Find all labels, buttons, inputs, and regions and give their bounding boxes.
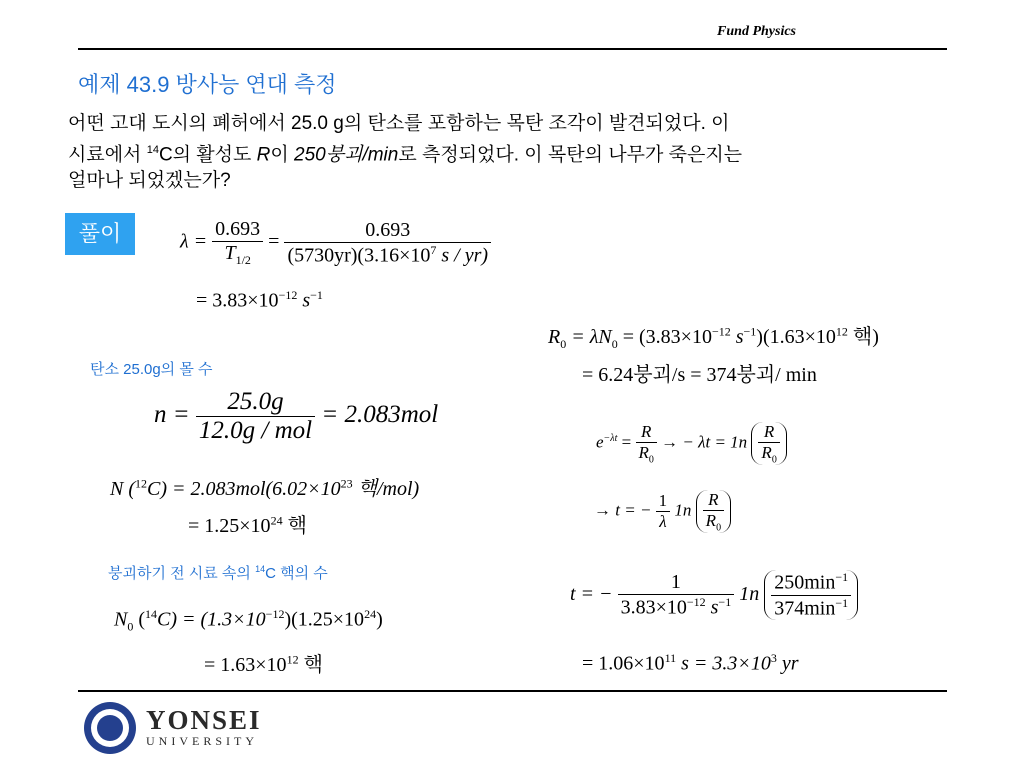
eq-sup: −1 <box>835 570 849 584</box>
numerator: R <box>641 422 652 441</box>
bottom-rule <box>78 690 947 692</box>
numerator: 0.693 <box>215 218 261 240</box>
denominator <box>703 510 724 533</box>
decay-equation <box>596 422 787 465</box>
activity-rate: 250붕괴/min <box>294 144 399 166</box>
eq-sup: −12 <box>278 288 298 302</box>
eq-text: 250min <box>774 571 836 594</box>
eq-text: 374min <box>774 597 836 620</box>
denominator <box>618 594 735 620</box>
eq-text: → t = − <box>594 500 652 520</box>
denominator <box>212 241 263 268</box>
eq-text: N <box>114 608 128 631</box>
fraction <box>656 491 671 532</box>
problem-text: 이 <box>270 144 295 166</box>
eq-sup: −1 <box>310 288 323 302</box>
moles-equation <box>154 388 438 445</box>
eq-sub: 0 <box>127 619 134 634</box>
eq-text: = (3.83×10 <box>617 326 712 348</box>
eq-sub: 0 <box>560 337 567 351</box>
eq-text: 핵 <box>282 515 307 537</box>
eq-sup: −1 <box>835 595 849 610</box>
time-formula <box>594 490 731 533</box>
subtitle-text: 붕괴하기 전 시료 속의 <box>108 565 256 582</box>
eq-text: = 1.63×10 <box>204 654 287 676</box>
eq-text: = 1.25×10 <box>188 515 271 537</box>
eq-text: = 1.06×10 <box>582 652 665 675</box>
problem-line-1: 어떤 고대 도시의 폐허에서 25.0 g의 탄소를 포함하는 목탄 조각이 발견되었다. 이 <box>68 113 730 134</box>
solution-badge: 풀이 <box>65 213 135 255</box>
eq-text: yr <box>776 652 799 675</box>
eq-sub: 0 <box>771 454 777 466</box>
eq-sup: −1 <box>743 324 757 339</box>
eq-text: 핵/mol) <box>352 478 420 500</box>
eq-text: C) = 2.083mol(6.02×10 <box>147 478 341 500</box>
fraction <box>212 218 263 268</box>
numerator <box>771 570 851 595</box>
top-rule <box>78 48 947 50</box>
denominator <box>771 595 851 621</box>
denominator: λ <box>656 511 671 532</box>
fraction <box>636 422 657 465</box>
eq-text: ) <box>376 608 383 631</box>
eq-text: 3.83×10 <box>620 596 687 619</box>
parenthesis <box>764 570 858 620</box>
n0-result <box>204 648 323 677</box>
eq-text: n = <box>154 401 190 429</box>
eq-text: 핵) <box>847 326 879 348</box>
numerator: R <box>708 490 719 509</box>
logo-wordmark <box>146 706 262 748</box>
eq-sub: 1/2 <box>235 253 251 267</box>
eq-text: T <box>224 242 236 264</box>
eq-text: s <box>297 289 311 312</box>
fraction <box>771 570 851 620</box>
problem-text: 로 측정되었다. 이 목탄의 나무가 죽은지는 <box>398 144 743 166</box>
eq-sup: −λt <box>603 432 618 444</box>
r0-equation <box>548 320 879 352</box>
eq-text: = <box>617 432 636 452</box>
numerator: 1 <box>658 491 668 511</box>
fraction <box>618 571 735 620</box>
numerator: 1 <box>670 570 681 593</box>
r0-result: = 6.24붕괴/s = 374붕괴/ min <box>582 364 817 386</box>
course-header: Fund Physics <box>717 24 796 39</box>
subtitle-nuclei <box>108 562 328 583</box>
eq-text: )(1.25×10 <box>284 608 365 631</box>
problem-line-2 <box>68 137 928 168</box>
eq-text: R <box>638 443 649 462</box>
subtitle-moles: 탄소 25.0g의 몰 수 <box>90 361 213 378</box>
eq-text: = 2.083mol <box>321 401 439 429</box>
eq-text: (5730yr)(3.16×10 <box>287 244 431 267</box>
eq-text: )(1.63×10 <box>756 326 836 348</box>
eq-text: R <box>705 511 717 530</box>
eq-sup: 14 <box>145 607 158 621</box>
final-time-result <box>582 651 799 676</box>
isotope-sup: 14 <box>146 144 159 156</box>
fraction <box>284 219 491 268</box>
numerator: R <box>763 422 775 441</box>
eq-sub: 0 <box>716 522 722 534</box>
eq-text: = 3.83×10 <box>196 289 279 312</box>
eq-sup: −12 <box>686 594 706 609</box>
eq-text: s <box>730 326 744 348</box>
fraction <box>758 422 779 465</box>
eq-text: 1n <box>739 582 760 605</box>
eq-sup: 11 <box>664 651 677 665</box>
eq-sup: 24 <box>270 513 283 528</box>
final-time-equation <box>570 570 858 620</box>
eq-sup: 3 <box>770 651 777 665</box>
n12c-result <box>188 509 307 538</box>
problem-statement <box>68 111 928 194</box>
eq-sup: −1 <box>718 594 732 609</box>
eq-text: s <box>705 596 719 619</box>
eq-sub: 0 <box>611 337 618 351</box>
eq-sup: 12 <box>286 652 299 667</box>
logo-line-1: YONSEI <box>146 705 262 735</box>
fraction <box>703 490 724 533</box>
n12c-equation <box>110 472 419 501</box>
eq-sup: 7 <box>430 242 437 257</box>
eq-text: s / yr) <box>436 244 489 267</box>
eq-text: 핵 <box>298 654 323 676</box>
example-title: 예제 43.9 방사능 연대 측정 <box>78 72 337 97</box>
numerator: 0.693 <box>365 218 411 241</box>
activity-symbol: R <box>256 144 271 166</box>
eq-text: = λN <box>566 326 612 348</box>
eq-sup: 12 <box>835 324 848 339</box>
eq-sup: 24 <box>364 607 377 621</box>
parenthesis <box>696 490 731 533</box>
numerator: 25.0g <box>227 388 284 415</box>
denominator <box>284 242 491 268</box>
eq-text: R <box>761 443 772 462</box>
denominator: 12.0g / mol <box>196 416 315 445</box>
problem-line-3: 얼마나 되었겠는가? <box>68 170 231 192</box>
denominator <box>636 442 657 465</box>
logo-line-2: UNIVERSITY <box>146 734 258 748</box>
parenthesis <box>751 422 786 465</box>
eq-sup: 23 <box>340 476 353 491</box>
eq-text: λ = <box>180 230 208 253</box>
eq-sup: −12 <box>711 324 731 339</box>
problem-text: C의 활성도 <box>158 144 257 166</box>
university-seal-icon <box>84 702 136 754</box>
problem-text: 시료에서 <box>68 144 147 166</box>
eq-sup: 12 <box>135 476 147 491</box>
fraction <box>196 388 315 445</box>
eq-sup: −12 <box>265 607 285 621</box>
eq-text: = <box>268 230 280 253</box>
lambda-result <box>196 288 323 313</box>
denominator <box>758 442 779 465</box>
lambda-equation <box>180 218 491 268</box>
eq-text: s = 3.3×10 <box>676 652 771 675</box>
eq-text: 1n <box>674 500 692 520</box>
eq-text: e <box>596 432 604 452</box>
eq-text: t = − <box>570 582 613 605</box>
eq-sub: 0 <box>648 454 654 466</box>
eq-text: → − λt = 1n <box>661 432 748 452</box>
n0-equation: $N_0$ $(^{14}C) = (1.3\times 10^{-12})(1.25\times 10^{24})$ <box>114 607 383 634</box>
subtitle-text: C 핵의 수 <box>265 565 328 582</box>
seal-core <box>97 715 123 741</box>
eq-text: C) = (1.3×10 <box>157 608 266 631</box>
eq-text: N ( <box>110 478 135 500</box>
isotope-sup: 14 <box>255 564 266 574</box>
eq-text: R <box>548 326 561 348</box>
